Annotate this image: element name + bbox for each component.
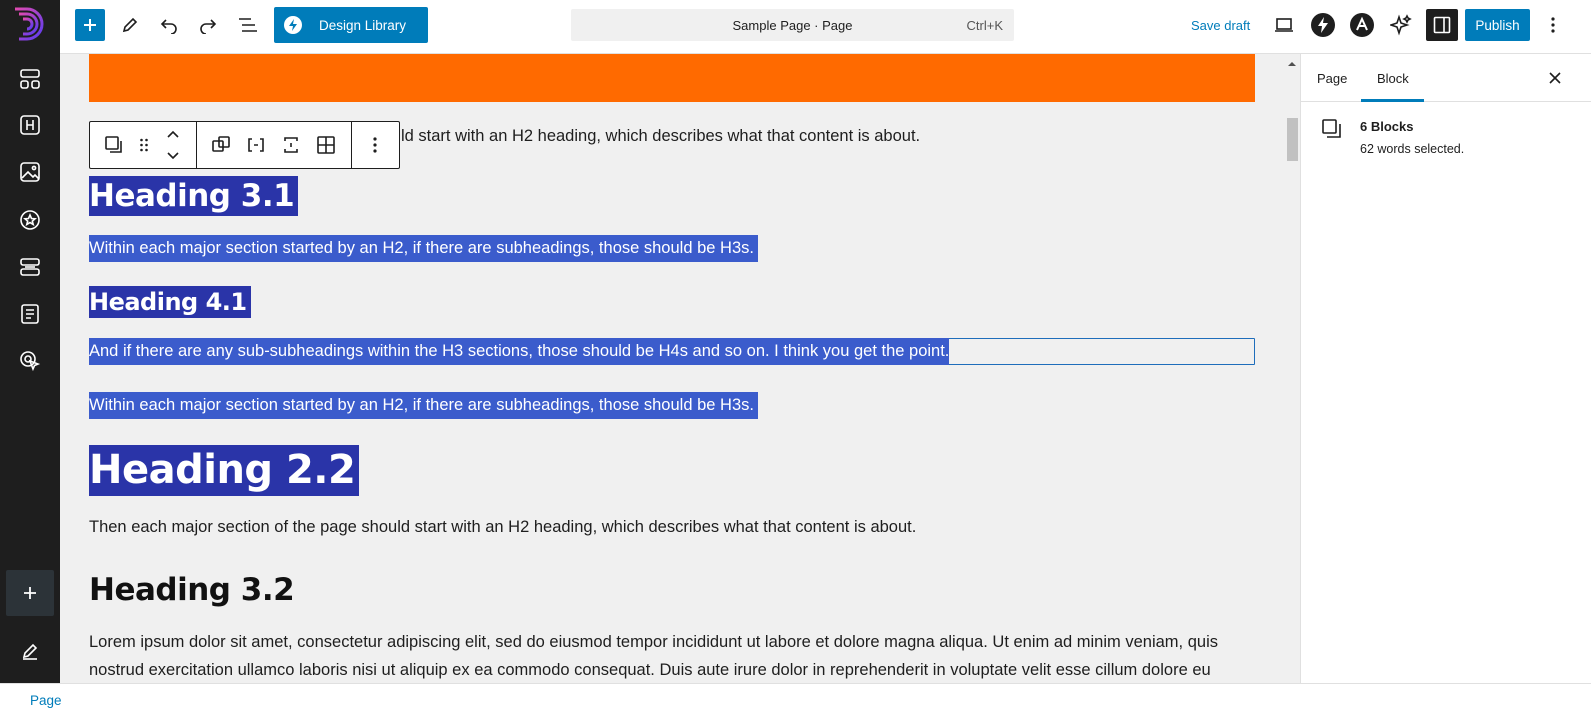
block-inserter-button[interactable]	[75, 9, 105, 41]
scroll-up-arrow-icon[interactable]	[1287, 60, 1297, 68]
heading-icon[interactable]	[17, 112, 43, 138]
move-up-icon[interactable]	[161, 124, 185, 144]
add-block-sidebar-button[interactable]	[6, 570, 54, 616]
top-toolbar	[60, 0, 1591, 54]
left-sidebar	[0, 0, 60, 683]
settings-sidebar	[1300, 54, 1591, 683]
editor-canvas[interactable]	[60, 54, 1300, 683]
command-palette-bar[interactable]	[571, 9, 1014, 41]
save-draft-button[interactable]: Save draft	[1191, 18, 1251, 33]
multi-block-type-icon[interactable]	[102, 133, 126, 157]
tab-page[interactable]: Page	[1317, 71, 1348, 86]
heading-4-1[interactable]: Heading 4.1	[89, 286, 251, 318]
undo-icon[interactable]	[153, 9, 185, 41]
tab-block[interactable]: Block	[1377, 71, 1409, 86]
lorem-paragraph[interactable]: Lorem ipsum dolor sit amet, consectetur adipiscing elit, sed do eiusmod tempor incididunt ut labore et dolore magna aliqua. Ut enim ad minim veniam, quis nostrud exercitation ullamco laboris nisi ut aliquip ex ea commodo consequat. Duis aute irure dolor in reprehenderit in voluptate velit esse cillum dolore eu	[89, 633, 1218, 679]
settings-sidebar-toggle[interactable]	[1426, 9, 1458, 41]
block-toolbar	[89, 121, 400, 169]
move-down-icon[interactable]	[161, 146, 185, 166]
paragraph-h3-repeat[interactable]: Within each major section started by an H2, if there are subheadings, those should be H3s.	[89, 392, 758, 419]
block-options-icon[interactable]	[363, 133, 387, 157]
more-options-icon[interactable]	[1537, 9, 1569, 41]
sidebar-tabs	[1301, 54, 1591, 102]
selected-blocks-count: 6 Blocks	[1360, 119, 1414, 134]
patterns-icon[interactable]	[17, 66, 43, 92]
selected-words-count: 62 words selected.	[1360, 142, 1465, 156]
scrollbar-thumb[interactable]	[1287, 118, 1298, 161]
ai-sparkle-icon[interactable]	[1385, 9, 1417, 41]
group-icon[interactable]	[209, 133, 233, 157]
pointer-click-icon[interactable]	[17, 348, 43, 374]
heading-2-2[interactable]: Heading 2.2	[89, 445, 359, 496]
editor-footer	[0, 683, 1591, 721]
partial-paragraph[interactable]: ld start with an H2 heading, which describes what that content is about.	[401, 127, 921, 145]
document-icon[interactable]	[17, 301, 43, 327]
paragraph-h3-note[interactable]: Within each major section started by an H2, if there are subheadings, those should be H3s.	[89, 235, 758, 262]
hero-cover-block[interactable]	[89, 54, 1255, 102]
image-icon[interactable]	[17, 159, 43, 185]
drag-handle-icon[interactable]	[132, 133, 156, 157]
document-title: Sample Page · Page	[732, 18, 853, 33]
preview-desktop-icon[interactable]	[1268, 9, 1300, 41]
paragraph-h2-note[interactable]: Then each major section of the page should start with an H2 heading, which describes what that content is about.	[89, 518, 917, 536]
multi-block-icon	[1321, 118, 1345, 142]
command-shortcut: Ctrl+K	[966, 18, 1003, 33]
close-icon[interactable]	[1545, 68, 1565, 88]
star-badge-icon[interactable]	[17, 207, 43, 233]
astra-icon[interactable]	[1346, 9, 1378, 41]
publish-button[interactable]: Publish	[1465, 9, 1530, 41]
stack-icon[interactable]	[279, 133, 303, 157]
spectra-icon[interactable]	[1307, 9, 1339, 41]
grid-icon[interactable]	[314, 133, 338, 157]
design-library-label: Design Library	[319, 17, 407, 33]
breadcrumb[interactable]: Page	[30, 693, 62, 708]
active-tab-indicator	[1361, 99, 1424, 102]
design-library-button[interactable]	[274, 7, 428, 43]
paragraph-h4-note[interactable]: And if there are any sub-subheadings within the H3 sections, those should be H4s and so on. I think you get the point.	[89, 338, 949, 365]
lightning-icon	[284, 16, 302, 34]
heading-3-1[interactable]: Heading 3.1	[89, 176, 298, 216]
document-overview-icon[interactable]	[232, 9, 264, 41]
pencil-icon[interactable]	[17, 638, 43, 664]
heading-3-2[interactable]: Heading 3.2	[89, 572, 295, 608]
site-logo-icon[interactable]	[11, 6, 47, 44]
row-icon[interactable]	[244, 133, 268, 157]
redo-icon[interactable]	[192, 9, 224, 41]
tools-pencil-icon[interactable]	[114, 9, 146, 41]
sections-icon[interactable]	[17, 254, 43, 280]
